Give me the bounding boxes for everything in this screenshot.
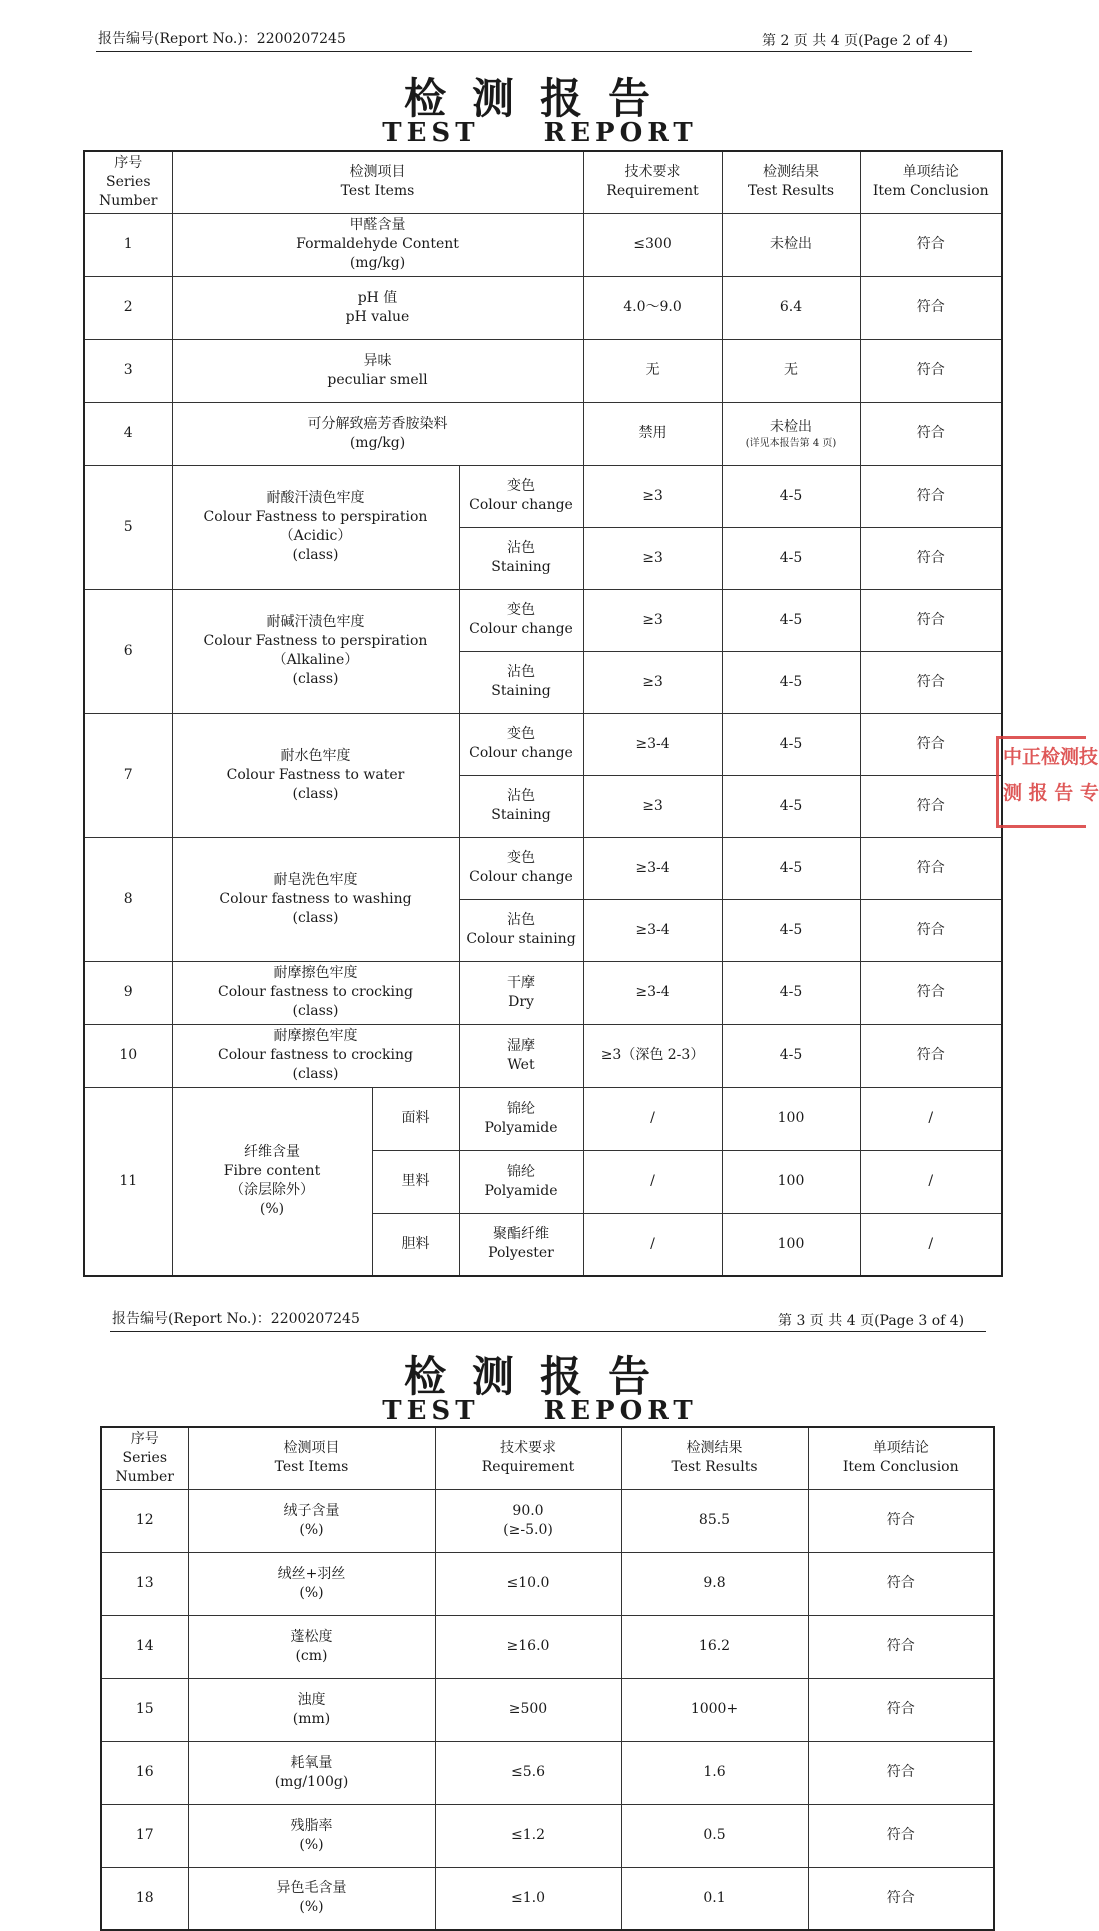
table-row xyxy=(101,1804,994,1867)
sub-item: 变色 Colour change xyxy=(459,713,583,775)
test-item: 浊度 (mm) xyxy=(188,1678,435,1741)
test-item: 耐摩擦色牢度 Colour fastness to crocking (class) xyxy=(172,1024,459,1087)
table-row xyxy=(84,402,1002,465)
conclusion: 符合 xyxy=(808,1489,994,1552)
requirement: ≤10.0 xyxy=(435,1552,621,1615)
table-row xyxy=(101,1489,994,1552)
table-header-row xyxy=(84,151,1002,213)
header-requirement: 技术要求 Requirement xyxy=(435,1427,621,1489)
row-number: 13 xyxy=(101,1552,188,1615)
conclusion: 符合 xyxy=(808,1552,994,1615)
requirement: / xyxy=(583,1213,722,1276)
sub-item: 聚酯纤维 Polyester xyxy=(459,1213,583,1276)
report-title-cn: 检测报告 xyxy=(403,74,676,123)
test-item: 耐摩擦色牢度 Colour fastness to crocking (class) xyxy=(172,961,459,1024)
test-item: 耐酸汗渍色牢度 Colour Fastness to perspiration （Acidic） (class) xyxy=(172,465,459,589)
requirement: ≤1.2 xyxy=(435,1804,621,1867)
test-result: 4-5 xyxy=(722,899,860,961)
test-results-table xyxy=(100,1426,995,1931)
table-row xyxy=(84,213,1002,276)
conclusion: 符合 xyxy=(860,775,1002,837)
test-result: 4-5 xyxy=(722,775,860,837)
requirement: / xyxy=(583,1150,722,1213)
test-result: 1000+ xyxy=(621,1678,808,1741)
test-item: 耐水色牢度 Colour Fastness to water (class) xyxy=(172,713,459,837)
table-row xyxy=(101,1867,994,1930)
header-test-results: 检测结果 Test Results xyxy=(722,151,860,213)
row-number: 7 xyxy=(84,713,172,837)
requirement: ≥3-4 xyxy=(583,961,722,1024)
row-number: 16 xyxy=(101,1741,188,1804)
header-item-conclusion: 单项结论 Item Conclusion xyxy=(808,1427,994,1489)
header-series: 序号 Series Number xyxy=(101,1427,188,1489)
test-result: 未检出 xyxy=(722,213,860,276)
test-result: 未检出 (详见本报告第 4 页) xyxy=(722,402,860,465)
row-number: 9 xyxy=(84,961,172,1024)
requirement: 无 xyxy=(583,339,722,402)
conclusion: 符合 xyxy=(860,465,1002,527)
red-seal-stamp: 中正检测技 测 报 告 专 xyxy=(996,736,1086,828)
table-row xyxy=(84,1087,1002,1150)
row-number: 18 xyxy=(101,1867,188,1930)
test-item: 甲醛含量 Formaldehyde Content (mg/kg) xyxy=(172,213,583,276)
conclusion: 符合 xyxy=(860,589,1002,651)
table-row xyxy=(84,589,1002,651)
conclusion: 符合 xyxy=(808,1678,994,1741)
conclusion: 符合 xyxy=(860,213,1002,276)
table-row xyxy=(84,1024,1002,1087)
report-title-en: TEST REPORT xyxy=(382,1396,698,1426)
table-row xyxy=(84,961,1002,1024)
sub-item: 锦纶 Polyamide xyxy=(459,1087,583,1150)
conclusion: / xyxy=(860,1087,1002,1150)
header-rule xyxy=(110,1331,986,1332)
test-result: 4-5 xyxy=(722,527,860,589)
requirement: ≥3-4 xyxy=(583,899,722,961)
table-header-row xyxy=(101,1427,994,1489)
row-number: 2 xyxy=(84,276,172,339)
test-item: 异味 peculiar smell xyxy=(172,339,583,402)
header-requirement: 技术要求 Requirement xyxy=(583,151,722,213)
requirement: ≥3 xyxy=(583,589,722,651)
requirement: ≥3-4 xyxy=(583,713,722,775)
test-result: 0.1 xyxy=(621,1867,808,1930)
conclusion: 符合 xyxy=(860,899,1002,961)
table-row xyxy=(84,837,1002,899)
requirement: ≥3 xyxy=(583,775,722,837)
conclusion: 符合 xyxy=(808,1804,994,1867)
row-number: 1 xyxy=(84,213,172,276)
conclusion: 符合 xyxy=(860,276,1002,339)
conclusion: 符合 xyxy=(808,1615,994,1678)
requirement: 禁用 xyxy=(583,402,722,465)
test-item: 绒子含量 (%) xyxy=(188,1489,435,1552)
sub-item: 沾色 Staining xyxy=(459,651,583,713)
test-result: 6.4 xyxy=(722,276,860,339)
requirement: / xyxy=(583,1087,722,1150)
header-item-conclusion: 单项结论 Item Conclusion xyxy=(860,151,1002,213)
conclusion: 符合 xyxy=(860,339,1002,402)
conclusion: 符合 xyxy=(860,651,1002,713)
conclusion: 符合 xyxy=(808,1741,994,1804)
row-number: 17 xyxy=(101,1804,188,1867)
report-number: 报告编号(Report No.)：2200207245 xyxy=(98,31,346,47)
requirement: ≥500 xyxy=(435,1678,621,1741)
conclusion: 符合 xyxy=(808,1867,994,1930)
conclusion: / xyxy=(860,1213,1002,1276)
table-row xyxy=(101,1552,994,1615)
test-result: 4-5 xyxy=(722,961,860,1024)
sub-item: 沾色 Staining xyxy=(459,775,583,837)
sub-item: 湿摩 Wet xyxy=(459,1024,583,1087)
test-item: 耐碱汗渍色牢度 Colour Fastness to perspiration （Alkaline） (class) xyxy=(172,589,459,713)
test-result: 100 xyxy=(722,1213,860,1276)
test-item: 残脂率 (%) xyxy=(188,1804,435,1867)
table-row xyxy=(84,465,1002,527)
requirement: 4.0～9.0 xyxy=(583,276,722,339)
test-result: 4-5 xyxy=(722,465,860,527)
sub-item: 变色 Colour change xyxy=(459,589,583,651)
test-item: pH 值 pH value xyxy=(172,276,583,339)
test-result: 4-5 xyxy=(722,837,860,899)
conclusion: 符合 xyxy=(860,961,1002,1024)
row-number: 11 xyxy=(84,1087,172,1276)
header-test-results: 检测结果 Test Results xyxy=(621,1427,808,1489)
header-test-items: 检测项目 Test Items xyxy=(172,151,583,213)
requirement: ≥3-4 xyxy=(583,837,722,899)
test-result: 4-5 xyxy=(722,651,860,713)
header-rule xyxy=(96,51,972,52)
page-info: 第 2 页 共 4 页(Page 2 of 4) xyxy=(762,33,949,49)
test-item: 绒丝+羽丝 (%) xyxy=(188,1552,435,1615)
report-title-cn: 检测报告 xyxy=(403,1352,676,1401)
requirement: ≤1.0 xyxy=(435,1867,621,1930)
conclusion: 符合 xyxy=(860,402,1002,465)
requirement: ≥3 xyxy=(583,465,722,527)
fabric-part: 胆料 xyxy=(372,1213,459,1276)
sub-item: 沾色 Staining xyxy=(459,527,583,589)
test-item: 耐皂洗色牢度 Colour fastness to washing (class) xyxy=(172,837,459,961)
report-title-en: TEST REPORT xyxy=(382,118,698,148)
requirement: ≥3 xyxy=(583,527,722,589)
sub-item: 变色 Colour change xyxy=(459,837,583,899)
table-row xyxy=(101,1741,994,1804)
row-number: 8 xyxy=(84,837,172,961)
test-result: 4-5 xyxy=(722,589,860,651)
test-result: 4-5 xyxy=(722,1024,860,1087)
report-page-3 xyxy=(0,1290,1080,1920)
requirement: ≥16.0 xyxy=(435,1615,621,1678)
sub-item: 干摩 Dry xyxy=(459,961,583,1024)
table-row xyxy=(101,1615,994,1678)
row-number: 12 xyxy=(101,1489,188,1552)
test-result: 1.6 xyxy=(621,1741,808,1804)
table-row xyxy=(84,276,1002,339)
test-result: 85.5 xyxy=(621,1489,808,1552)
conclusion: 符合 xyxy=(860,713,1002,775)
row-number: 6 xyxy=(84,589,172,713)
sub-item: 锦纶 Polyamide xyxy=(459,1150,583,1213)
test-result: 0.5 xyxy=(621,1804,808,1867)
test-result: 100 xyxy=(722,1087,860,1150)
requirement: ≤5.6 xyxy=(435,1741,621,1804)
requirement: 90.0 (≥-5.0) xyxy=(435,1489,621,1552)
page-info: 第 3 页 共 4 页(Page 3 of 4) xyxy=(778,1313,965,1329)
sub-item: 沾色 Colour staining xyxy=(459,899,583,961)
requirement: ≥3 xyxy=(583,651,722,713)
conclusion: 符合 xyxy=(860,527,1002,589)
header-series: 序号 Series Number xyxy=(84,151,172,213)
table-row xyxy=(101,1678,994,1741)
test-result: 4-5 xyxy=(722,713,860,775)
test-result: 无 xyxy=(722,339,860,402)
test-item: 可分解致癌芳香胺染料 (mg/kg) xyxy=(172,402,583,465)
row-number: 5 xyxy=(84,465,172,589)
table-row xyxy=(84,339,1002,402)
conclusion: / xyxy=(860,1150,1002,1213)
conclusion: 符合 xyxy=(860,1024,1002,1087)
row-number: 10 xyxy=(84,1024,172,1087)
row-number: 15 xyxy=(101,1678,188,1741)
test-result: 100 xyxy=(722,1150,860,1213)
test-item: 纤维含量 Fibre content （涂层除外） (%) xyxy=(172,1087,372,1276)
fabric-part: 面料 xyxy=(372,1087,459,1150)
test-item: 蓬松度 (cm) xyxy=(188,1615,435,1678)
report-number: 报告编号(Report No.)：2200207245 xyxy=(112,1311,360,1327)
row-number: 4 xyxy=(84,402,172,465)
test-results-table xyxy=(83,150,1003,1277)
requirement: ≥3（深色 2-3） xyxy=(583,1024,722,1087)
row-number: 3 xyxy=(84,339,172,402)
fabric-part: 里料 xyxy=(372,1150,459,1213)
requirement: ≤300 xyxy=(583,213,722,276)
test-item: 耗氧量 (mg/100g) xyxy=(188,1741,435,1804)
conclusion: 符合 xyxy=(860,837,1002,899)
test-result: 9.8 xyxy=(621,1552,808,1615)
test-item: 异色毛含量 (%) xyxy=(188,1867,435,1930)
sub-item: 变色 Colour change xyxy=(459,465,583,527)
row-number: 14 xyxy=(101,1615,188,1678)
header-test-items: 检测项目 Test Items xyxy=(188,1427,435,1489)
table-row xyxy=(84,713,1002,775)
test-result: 16.2 xyxy=(621,1615,808,1678)
